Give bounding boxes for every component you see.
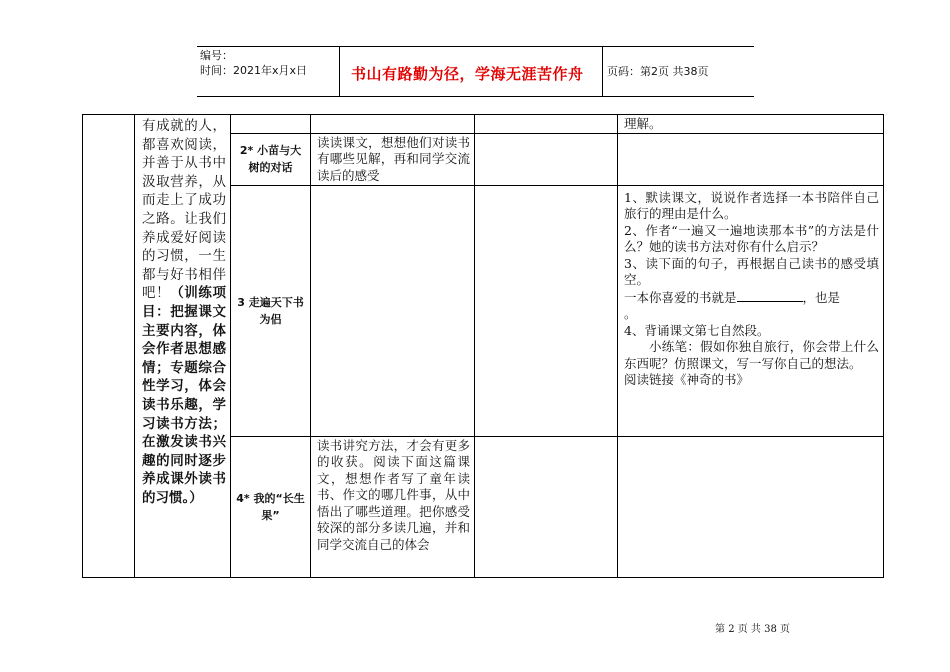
header-motto: 书山有路勤为径，学海无涯苦作舟 [351, 65, 584, 83]
header-time-label: 时间：2021年x月x日 [200, 64, 308, 77]
table-cell [618, 436, 884, 577]
header-page-info: 页码：第2页 共38页 [607, 65, 709, 78]
unit-intro-cell [135, 115, 231, 578]
lesson-title: 2* 小苗与大树的对话 [231, 133, 311, 185]
unit-column-cell [83, 115, 135, 578]
question-item: 3、读下面的句子，再根据自己读书的感受填空。 [624, 255, 879, 287]
header-top-rule [197, 46, 754, 47]
fill-after: ，也是 [802, 289, 841, 305]
reading-link: 阅读链接《神奇的书》 [624, 372, 750, 387]
fill-before: 一本你喜爱的书就是 [624, 289, 737, 305]
fill-in-sentence [624, 289, 879, 307]
table-cell [311, 115, 475, 134]
header-divider-right [602, 46, 603, 96]
continued-text: 理解。 [624, 116, 662, 131]
lesson-title: 3 走遍天下书为侣 [231, 185, 311, 436]
table-cell [618, 133, 884, 185]
page-footer: 第 2 页 共 38 页 [715, 624, 790, 635]
header-bottom-rule [197, 96, 754, 97]
lesson-questions-cell [618, 185, 884, 436]
lesson-table [82, 114, 884, 578]
table-cell [475, 185, 618, 436]
table-cell [475, 115, 618, 134]
table-cell [475, 133, 618, 185]
question-item: 1、默读课文，说说作者选择一本书陪伴自己旅行的理由是什么。 [624, 189, 879, 221]
table-cell [618, 115, 884, 134]
question-item: 4、背诵课文第七自然段。 [624, 322, 770, 338]
fill-blank [737, 289, 803, 302]
table-cell [311, 185, 475, 436]
lesson-task: 读读课文，想想他们对读书有哪些见解，再和同学交流读后的感受 [311, 133, 475, 185]
unit-training-goals: （训练项目：把握课文主要内容，体会作者思想感情；专题综合性学习，体会读书乐趣，学习读书方法；在激发读书兴趣的同时逐步养成课外读书的习惯。） [142, 285, 227, 506]
header-divider-left [339, 46, 340, 96]
fill-end: 。 [624, 306, 637, 321]
lesson-title: 4* 我的“长生果” [231, 436, 311, 577]
lesson-task: 读书讲究方法，才会有更多的收获。阅读下面这篇课文，想想作者写了童年读书、作文的哪几件事，从中悟出了哪些道理。把你感受较深的部分多读几遍，并和同学交流自己的体会 [311, 436, 475, 577]
question-item: 2、作者“一遍又一遍地读那本书”的方法是什么？她的读书方法对你有什么启示？ [624, 222, 879, 254]
unit-intro-text: 有成就的人，都喜欢阅读，并善于从书中汲取营养，从而走上了成功之路。让我们养成爱好阅读的习惯，一生都与好书相伴吧！ [142, 118, 226, 302]
table-row [83, 115, 884, 134]
table-cell [231, 115, 311, 134]
header-number-label: 编号： [200, 49, 233, 62]
table-cell [475, 436, 618, 577]
writing-exercise: 小练笔：假如你独自旅行，你会带上什么东西呢？仿照课文，写一写你自己的想法。 [624, 339, 879, 371]
